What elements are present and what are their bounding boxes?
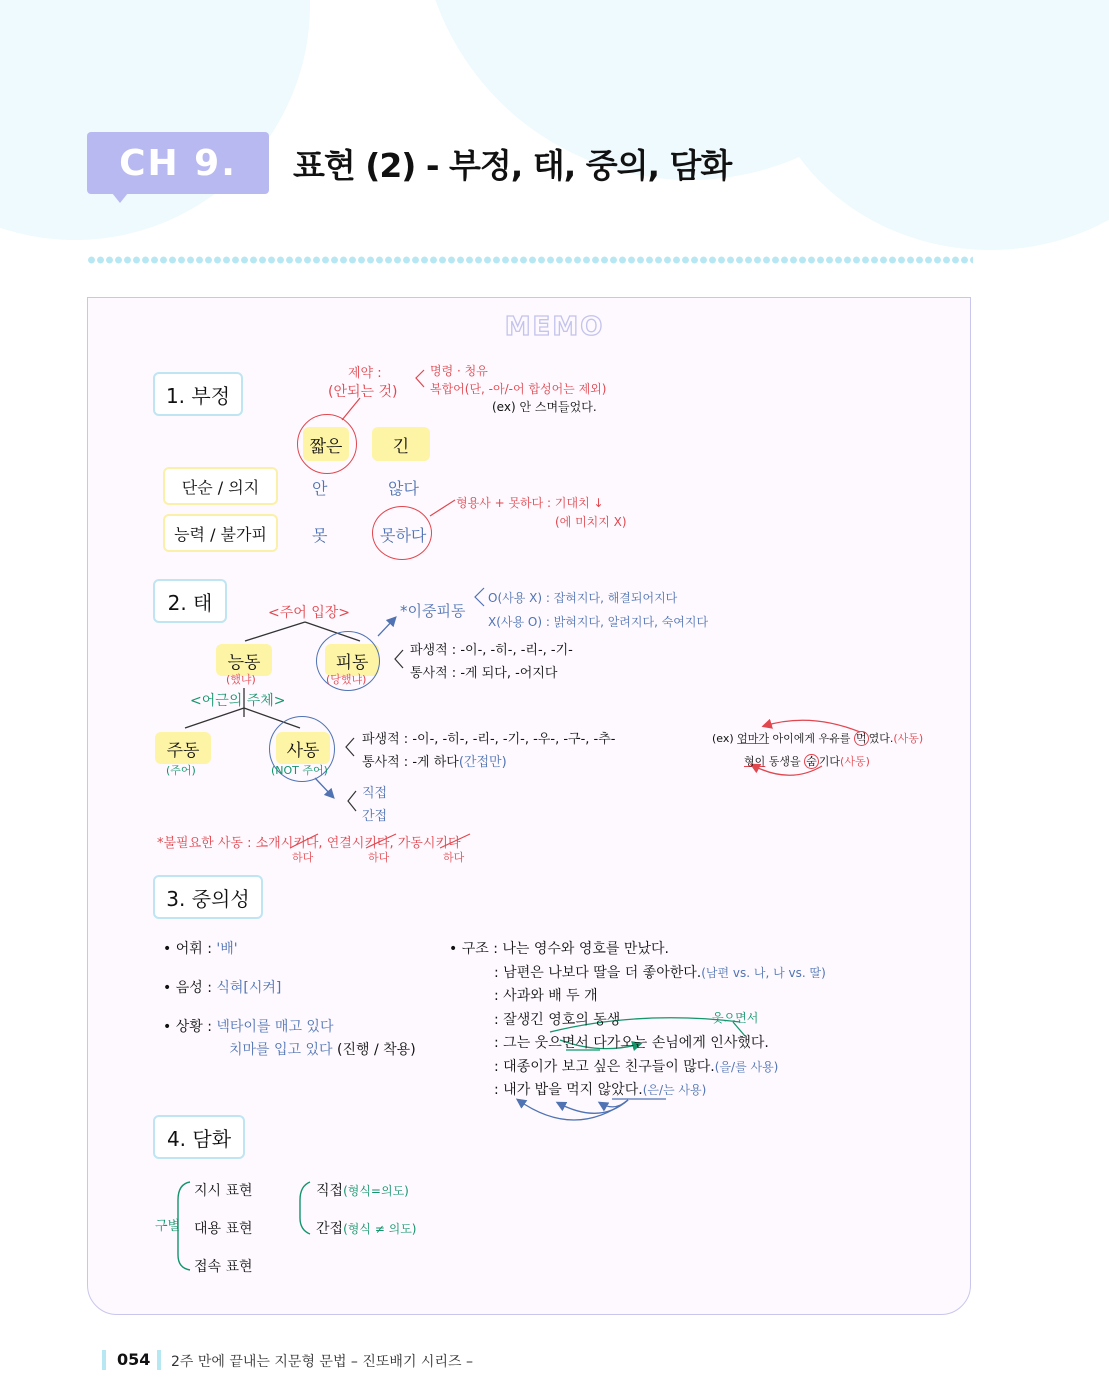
lexical-label: • 어휘 :: [163, 941, 217, 957]
phonetic-value: 식혀[시켜]: [216, 980, 282, 996]
double-passive-wrong: X(사용 O) : 밝혀지다, 알려지다, 숙여지다: [488, 615, 709, 629]
structural-ambiguity-3: : 사과와 배 두 개: [494, 988, 598, 1004]
discourse-substitution: 대용 표현: [194, 1221, 253, 1237]
unnecessary-sep-2: ,: [389, 836, 398, 851]
long-mothada: 못하다: [380, 526, 427, 545]
long-mothada-circle: [372, 506, 432, 560]
double-passive-label: *이중피동: [400, 602, 466, 620]
main-voice: 주동: [155, 732, 211, 764]
passive-syntactic: 통사적 : -게 되다, -어지다: [410, 666, 558, 681]
structural-ambiguity-7: [494, 1079, 706, 1099]
structural-example-2: : 남편은 나보다 딸을 더 좋아한다.: [494, 965, 702, 981]
structural-note-2: (남편 vs. 나, 나 vs. 딸): [701, 966, 826, 980]
passive-derivational: 파생적 : -이-, -히-, -리-, -기-: [410, 643, 573, 658]
structural-ambiguity-5: : 그는 웃으면서 다가오는 손님에게 인사했다.: [494, 1035, 769, 1051]
situational-value-2: 치마를 입고 있다: [229, 1042, 333, 1058]
section-discourse-title: 4. 담화: [153, 1115, 245, 1159]
unnecessary-item-1: 소개시키다: [255, 836, 319, 851]
passive-voice: 피동: [325, 644, 379, 676]
situational-ambiguity: [163, 1016, 333, 1036]
adjective-note: 형용사 + 못하다 : 기대치 ↓: [456, 496, 604, 510]
short-mot: 못: [312, 526, 328, 545]
short-negation-header: 짧은: [303, 427, 349, 461]
unnecessary-fix-3: 하다: [443, 851, 465, 864]
constraint-item-compound: 복합어(단, -아/-어 합성어는 제외): [430, 382, 607, 396]
causative-example-1: [712, 730, 923, 746]
constraint-title: 제약 :: [348, 366, 382, 381]
footer-bar-left: [102, 1350, 106, 1370]
ex2-stem: 숨: [806, 755, 817, 768]
active-voice-sub: (했냐): [226, 673, 256, 686]
short-an: 안: [312, 479, 328, 498]
unnecessary-sep-1: ,: [318, 836, 327, 851]
situational-note: (진행 / 착용): [332, 1042, 416, 1058]
structural-note-5: 웃으면서: [712, 1011, 759, 1025]
structural-note-7: (은/는 사용): [642, 1083, 707, 1097]
discourse-demonstrative: 지시 표현: [194, 1183, 253, 1199]
chapter-badge: CH 9.: [87, 132, 269, 194]
causative-syntactic-text: 통사적 : -게 하다: [362, 755, 459, 770]
phonetic-label: • 음성 :: [163, 980, 217, 996]
causative-example-2: [744, 753, 870, 769]
structural-note-6: (을/를 사용): [714, 1060, 779, 1074]
ex2-subject: 형이: [744, 755, 766, 768]
situational-label: • 상황 :: [163, 1019, 217, 1035]
unnecessary-label: *불필요한 사동 :: [157, 836, 256, 851]
structural-example-6: : 대종이가 보고 싶은 친구들이 많다.: [494, 1059, 715, 1075]
lexical-value: '배': [216, 941, 238, 957]
unnecessary-item-2: 연결시키다: [326, 836, 390, 851]
main-voice-sub: (주어): [166, 764, 196, 777]
section-negation-title: 1. 부정: [153, 372, 243, 416]
footer-bar-right: [157, 1350, 161, 1370]
discourse-indirect-label: 간접: [316, 1221, 344, 1237]
ex1-ending: 였다.: [868, 732, 894, 745]
indirect-causative: 간접: [362, 809, 388, 824]
simple-will-label: 단순 / 의지: [163, 467, 278, 505]
constraint-example: (ex) 안 스며들었다.: [492, 400, 597, 414]
situational-ambiguity-2: [229, 1039, 416, 1059]
ex2-tag: (사동): [840, 755, 870, 768]
section-ambiguity-title: 3. 중의성: [153, 875, 263, 919]
ex1-subject: 엄마가: [737, 732, 770, 745]
ex2-middle: 동생을: [765, 755, 805, 768]
structural-ambiguity-1: [449, 938, 669, 958]
long-anta: 않다: [388, 479, 419, 498]
agent-view-label: <어근의 주체>: [190, 693, 286, 709]
discourse-direct: [316, 1180, 409, 1200]
structural-label: • 구조 :: [449, 941, 503, 957]
lexical-ambiguity: [163, 938, 238, 958]
section-voice-title: 2. 태: [153, 579, 227, 623]
short-negation-circle: [297, 414, 357, 474]
situational-value-1: 넥타이를 매고 있다: [216, 1019, 334, 1035]
causative-syntactic-note: (간접만): [458, 755, 507, 770]
unnecessary-item-3: 가동시키다: [397, 836, 461, 851]
ex2-ending: 기다: [818, 755, 841, 768]
discourse-direct-label: 직접: [316, 1183, 344, 1199]
unnecessary-fix-2: 하다: [368, 851, 390, 864]
discourse-indirect-note: (형식 ≠ 의도): [343, 1222, 417, 1236]
double-passive-ok: O(사용 X) : 잡혀지다, 해결되어지다: [488, 591, 678, 605]
direct-causative: 직접: [362, 786, 388, 801]
ex1-middle: 아이에게 우유를: [769, 732, 854, 745]
chapter-title: 표현 (2) - 부정, 태, 중의, 담화: [293, 146, 732, 185]
active-voice: 능동: [216, 644, 272, 676]
unnecessary-fix-1: 하다: [292, 851, 314, 864]
constraint-subtitle: (안되는 것): [328, 384, 398, 400]
structural-example-1: 나는 영수와 영호를 만났다.: [502, 941, 669, 957]
causative-voice-sub: (NOT 주어): [271, 764, 328, 777]
causative-voice: 사동: [276, 732, 330, 764]
subject-view-label: <주어 입장>: [268, 605, 351, 621]
passive-voice-sub: (당했냐): [326, 673, 367, 686]
ex1-tag: (사동): [893, 732, 924, 745]
page-number: 054: [117, 1350, 151, 1369]
phonetic-ambiguity: [163, 977, 281, 997]
long-negation-header: 긴: [372, 427, 430, 461]
structural-ambiguity-6: [494, 1056, 778, 1076]
adjective-note-sub: (에 미치지 X): [555, 515, 627, 529]
structural-example-7: : 내가 밥을 먹지 않았다.: [494, 1082, 643, 1098]
ex1-stem: 먹: [855, 732, 867, 745]
causative-derivational: 파생적 : -이-, -히-, -리-, -기-, -우-, -구-, -추-: [362, 732, 616, 747]
structural-ambiguity-2: [494, 962, 826, 982]
memo-title: MEMO: [504, 312, 605, 342]
ability-label: 능력 / 불가피: [163, 514, 278, 552]
series-title: 2주 만에 끝내는 지문형 문법 – 진또배기 시리즈 –: [171, 1354, 473, 1370]
structural-ambiguity-4: : 잘생긴 영호의 동생: [494, 1012, 621, 1028]
causative-syntactic: [362, 751, 507, 770]
ex1-prefix: (ex): [712, 732, 738, 745]
discourse-direct-note: (형식=의도): [343, 1184, 409, 1198]
discourse-indirect: [316, 1218, 416, 1238]
constraint-item-command: 명령 · 청유: [430, 364, 488, 378]
discourse-group-label: 구별: [155, 1219, 181, 1234]
discourse-conjunction: 접속 표현: [194, 1259, 253, 1275]
